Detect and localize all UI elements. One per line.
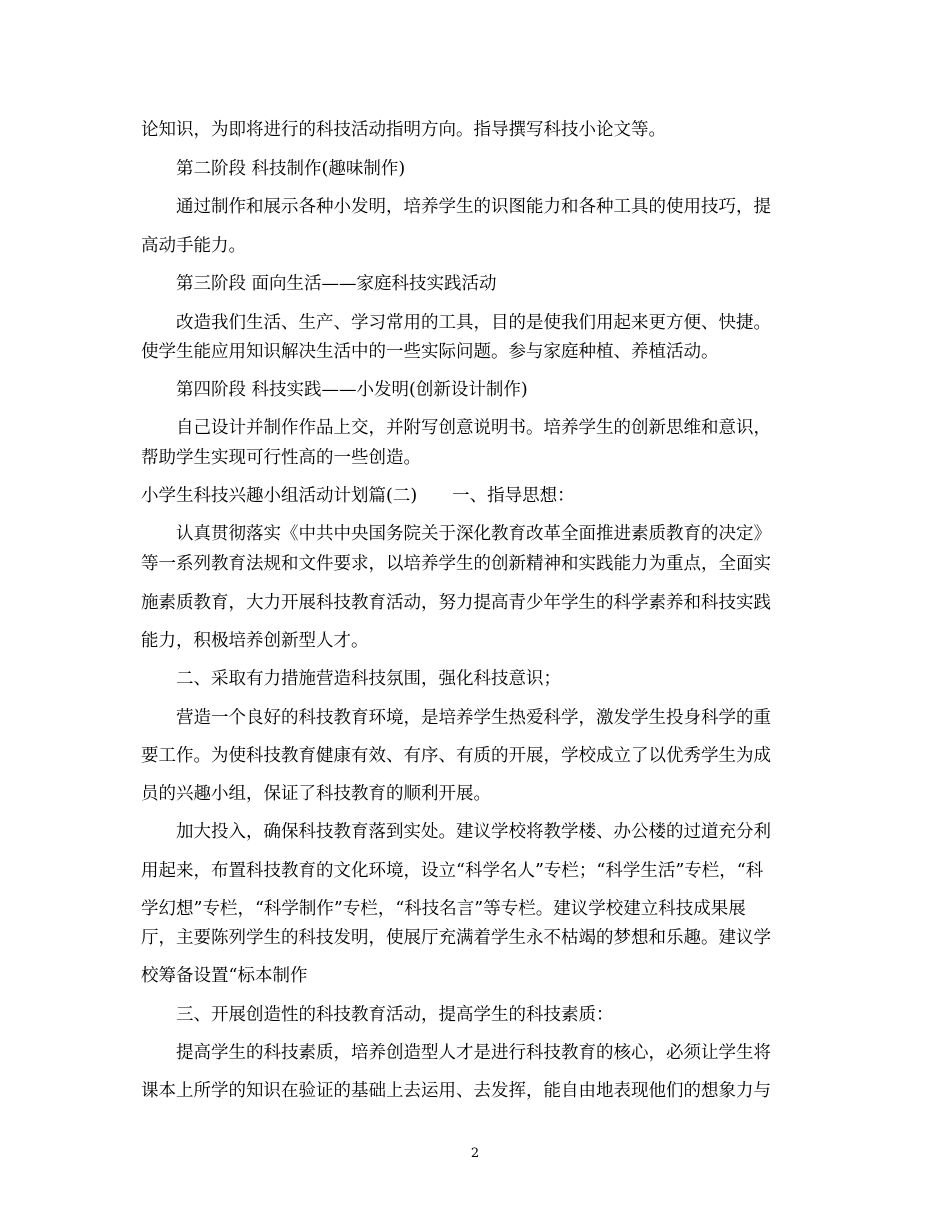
section-heading: 二、采取有力措施营造科技氛围，强化科技意识； <box>176 669 561 689</box>
text-line: 论知识，为即将进行的科技活动指明方向。指导撰写科技小论文等。 <box>141 120 666 140</box>
text-line: 通过制作和展示各种小发明，培养学生的识图能力和各种工具的使用技巧，提 <box>176 197 771 217</box>
text-line: 帮助学生实现可行性高的一些创造。 <box>141 448 421 468</box>
text-line: 高动手能力。 <box>141 236 246 256</box>
text-line: 自己设计并制作作品上交，并附写创意说明书。培养学生的创新思维和意识， <box>176 418 771 438</box>
text-line: 使学生能应用知识解决生活中的一些实际问题。参与家庭种植、养植活动。 <box>141 342 719 362</box>
text-line: 校筹备设置“标本制作 <box>141 966 308 986</box>
text-line: 厅，主要陈列学生的科技发明，使展厅充满着学生永不枯竭的梦想和乐趣。建议学 <box>141 928 771 948</box>
text-line: 能力，积极培养创新型人才。 <box>141 631 369 651</box>
text-line: 员的兴趣小组，保证了科技教育的顺利开展。 <box>141 784 491 804</box>
text-line: 施素质教育，大力开展科技教育活动，努力提高青少年学生的科学素养和科技实践 <box>141 593 771 613</box>
page-number: 2 <box>470 1146 480 1161</box>
text-line: 用起来，布置科技教育的文化环境，设立“科学名人”专栏；“科学生活”专栏，“科 <box>141 861 764 881</box>
section-heading: 第二阶段 科技制作(趣味制作) <box>176 159 406 179</box>
text-line: 要工作。为使科技教育健康有效、有序、有质的开展，学校成立了以优秀学生为成 <box>141 746 771 766</box>
section-heading: 第三阶段 面向生活——家庭科技实践活动 <box>176 274 497 294</box>
text-line: 营造一个良好的科技教育环境，是培养学生热爱科学，激发学生投身科学的重 <box>176 708 771 728</box>
text-line: 改造我们生活、生产、学习常用的工具，目的是使我们用起来更方便、快捷。 <box>176 313 771 333</box>
section-heading: 三、开展创造性的科技教育活动，提高学生的科技素质： <box>176 1005 614 1025</box>
text-line: 课本上所学的知识在验证的基础上去运用、去发挥，能自由地表现他们的想象力与 <box>141 1081 771 1101</box>
text-line: 等一系列教育法规和文件要求，以培养学生的创新精神和实践能力为重点，全面实 <box>141 554 771 574</box>
article-title: 小学生科技兴趣小组活动计划篇(二) 一、指导思想： <box>141 486 575 506</box>
section-heading: 第四阶段 科技实践——小发明(创新设计制作) <box>176 380 528 400</box>
text-line: 认真贯彻落实《中共中央国务院关于深化教育改革全面推进素质教育的决定》 <box>176 524 771 544</box>
text-line: 学幻想”专栏，“科学制作”专栏，“科技名言”等专栏。建议学校建立科技成果展 <box>141 899 746 919</box>
text-line: 加大投入，确保科技教育落到实处。建议学校将教学楼、办公楼的过道充分利 <box>176 822 771 842</box>
text-line: 提高学生的科技素质，培养创造型人才是进行科技教育的核心，必须让学生将 <box>176 1043 771 1063</box>
